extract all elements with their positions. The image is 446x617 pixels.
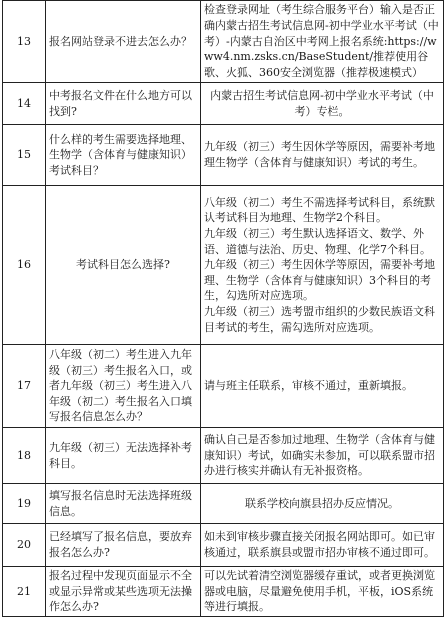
answer-paragraph: 九年级（初三）考生因休学等原因，需要补考地理、生物学（含体育与健康知识）3个科目的考生，勾选所对应选项。: [204, 258, 435, 303]
table-row: [3, 125, 444, 186]
question-cell: 中考报名文件在什么地方可以找到?: [46, 83, 201, 125]
question-cell: 八年级（初二）考生进入九年级（初三）考生报名入口，或者九年级（初三）考生进入八年级（初二）考生报名入口填写报名信息怎么办？: [46, 345, 201, 428]
row-number: 17: [3, 345, 46, 428]
table-row: [3, 1, 444, 83]
answer-cell: 联系学校向旗县招办反应情况。: [201, 484, 444, 524]
question-cell: 什么样的考生需要选择地理、生物学（含体育与健康知识）考试科目？: [46, 125, 201, 186]
table-row: [3, 83, 444, 125]
table-row: [3, 524, 444, 567]
row-number: 21: [3, 567, 46, 617]
question-cell: 报名网站登录不进去怎么办？: [46, 1, 201, 83]
answer-paragraph: 九年级（初三）考生默认选择语文、数学、外语、道德与法治、历史、物理、化学7个科目。: [204, 226, 431, 256]
answer-paragraph: 八年级（初二）考生不需选择考试科目，系统默认考试科目为地理、生物学2个科目。: [204, 195, 435, 225]
answer-cell: 检查登录网址（考生综合服务平台）输入是否正确内蒙古招生考试信息网-初中学业水平考试（中考）-内蒙古自治区中考网上报名系统:https://www4.nm.zsks.cn/BaseStudent/推荐使用谷歌、火狐、360安全浏览器（推荐极速模式）: [201, 1, 444, 83]
row-number: 18: [3, 428, 46, 484]
question-cell: 填写报名信息时无法选择班级信息。: [46, 484, 201, 524]
table-row: [3, 186, 444, 345]
question-cell: 报名过程中发现页面显示不全或显示异常或某些选项无法操作怎么办?: [46, 567, 201, 617]
answer-cell: 内蒙古招生考试信息网-初中学业水平考试（中考）专栏。: [201, 83, 444, 125]
table-row: [3, 428, 444, 484]
question-cell: 考试科目怎么选择?: [46, 186, 201, 345]
row-number: 14: [3, 83, 46, 125]
answer-cell: 可以先试着清空浏览器缓存重试，或者更换浏览器或电脑，尽量避免使用手机，平板，iOS系统等进行填报。: [201, 567, 444, 617]
row-number: 15: [3, 125, 46, 186]
answer-cell: 确认自己是否参加过地理、生物学（含体育与健康知识）考试，如确实未参加，可以联系盟市招办进行核实并确认有无补报资格。: [201, 428, 444, 484]
answer-cell: 如未到审核步骤直接关闭报名网站即可。如已审核通过，联系旗县或盟市招办审核不通过即可。: [201, 524, 444, 567]
table-row: [3, 484, 444, 524]
faq-table: [2, 0, 444, 617]
row-number: 13: [3, 1, 46, 83]
row-number: 16: [3, 186, 46, 345]
answer-cell: 请与班主任联系，审核不通过，重新填报。: [201, 345, 444, 428]
question-cell: 九年级（初三）无法选择补考科目。: [46, 428, 201, 484]
answer-cell: 九年级（初三）考生因休学等原因，需要补考地理生物学（含体育与健康知识）考试的考生。: [201, 125, 444, 186]
table-row: [3, 345, 444, 428]
row-number: 20: [3, 524, 46, 567]
question-cell: 已经填写了报名信息，要放弃报名怎么办?: [46, 524, 201, 567]
answer-cell: [201, 186, 444, 345]
answer-paragraph: 九年级（初三）选考盟市组织的少数民族语文科目考试的考生，需勾选所对应选项。: [204, 305, 435, 334]
row-number: 19: [3, 484, 46, 524]
